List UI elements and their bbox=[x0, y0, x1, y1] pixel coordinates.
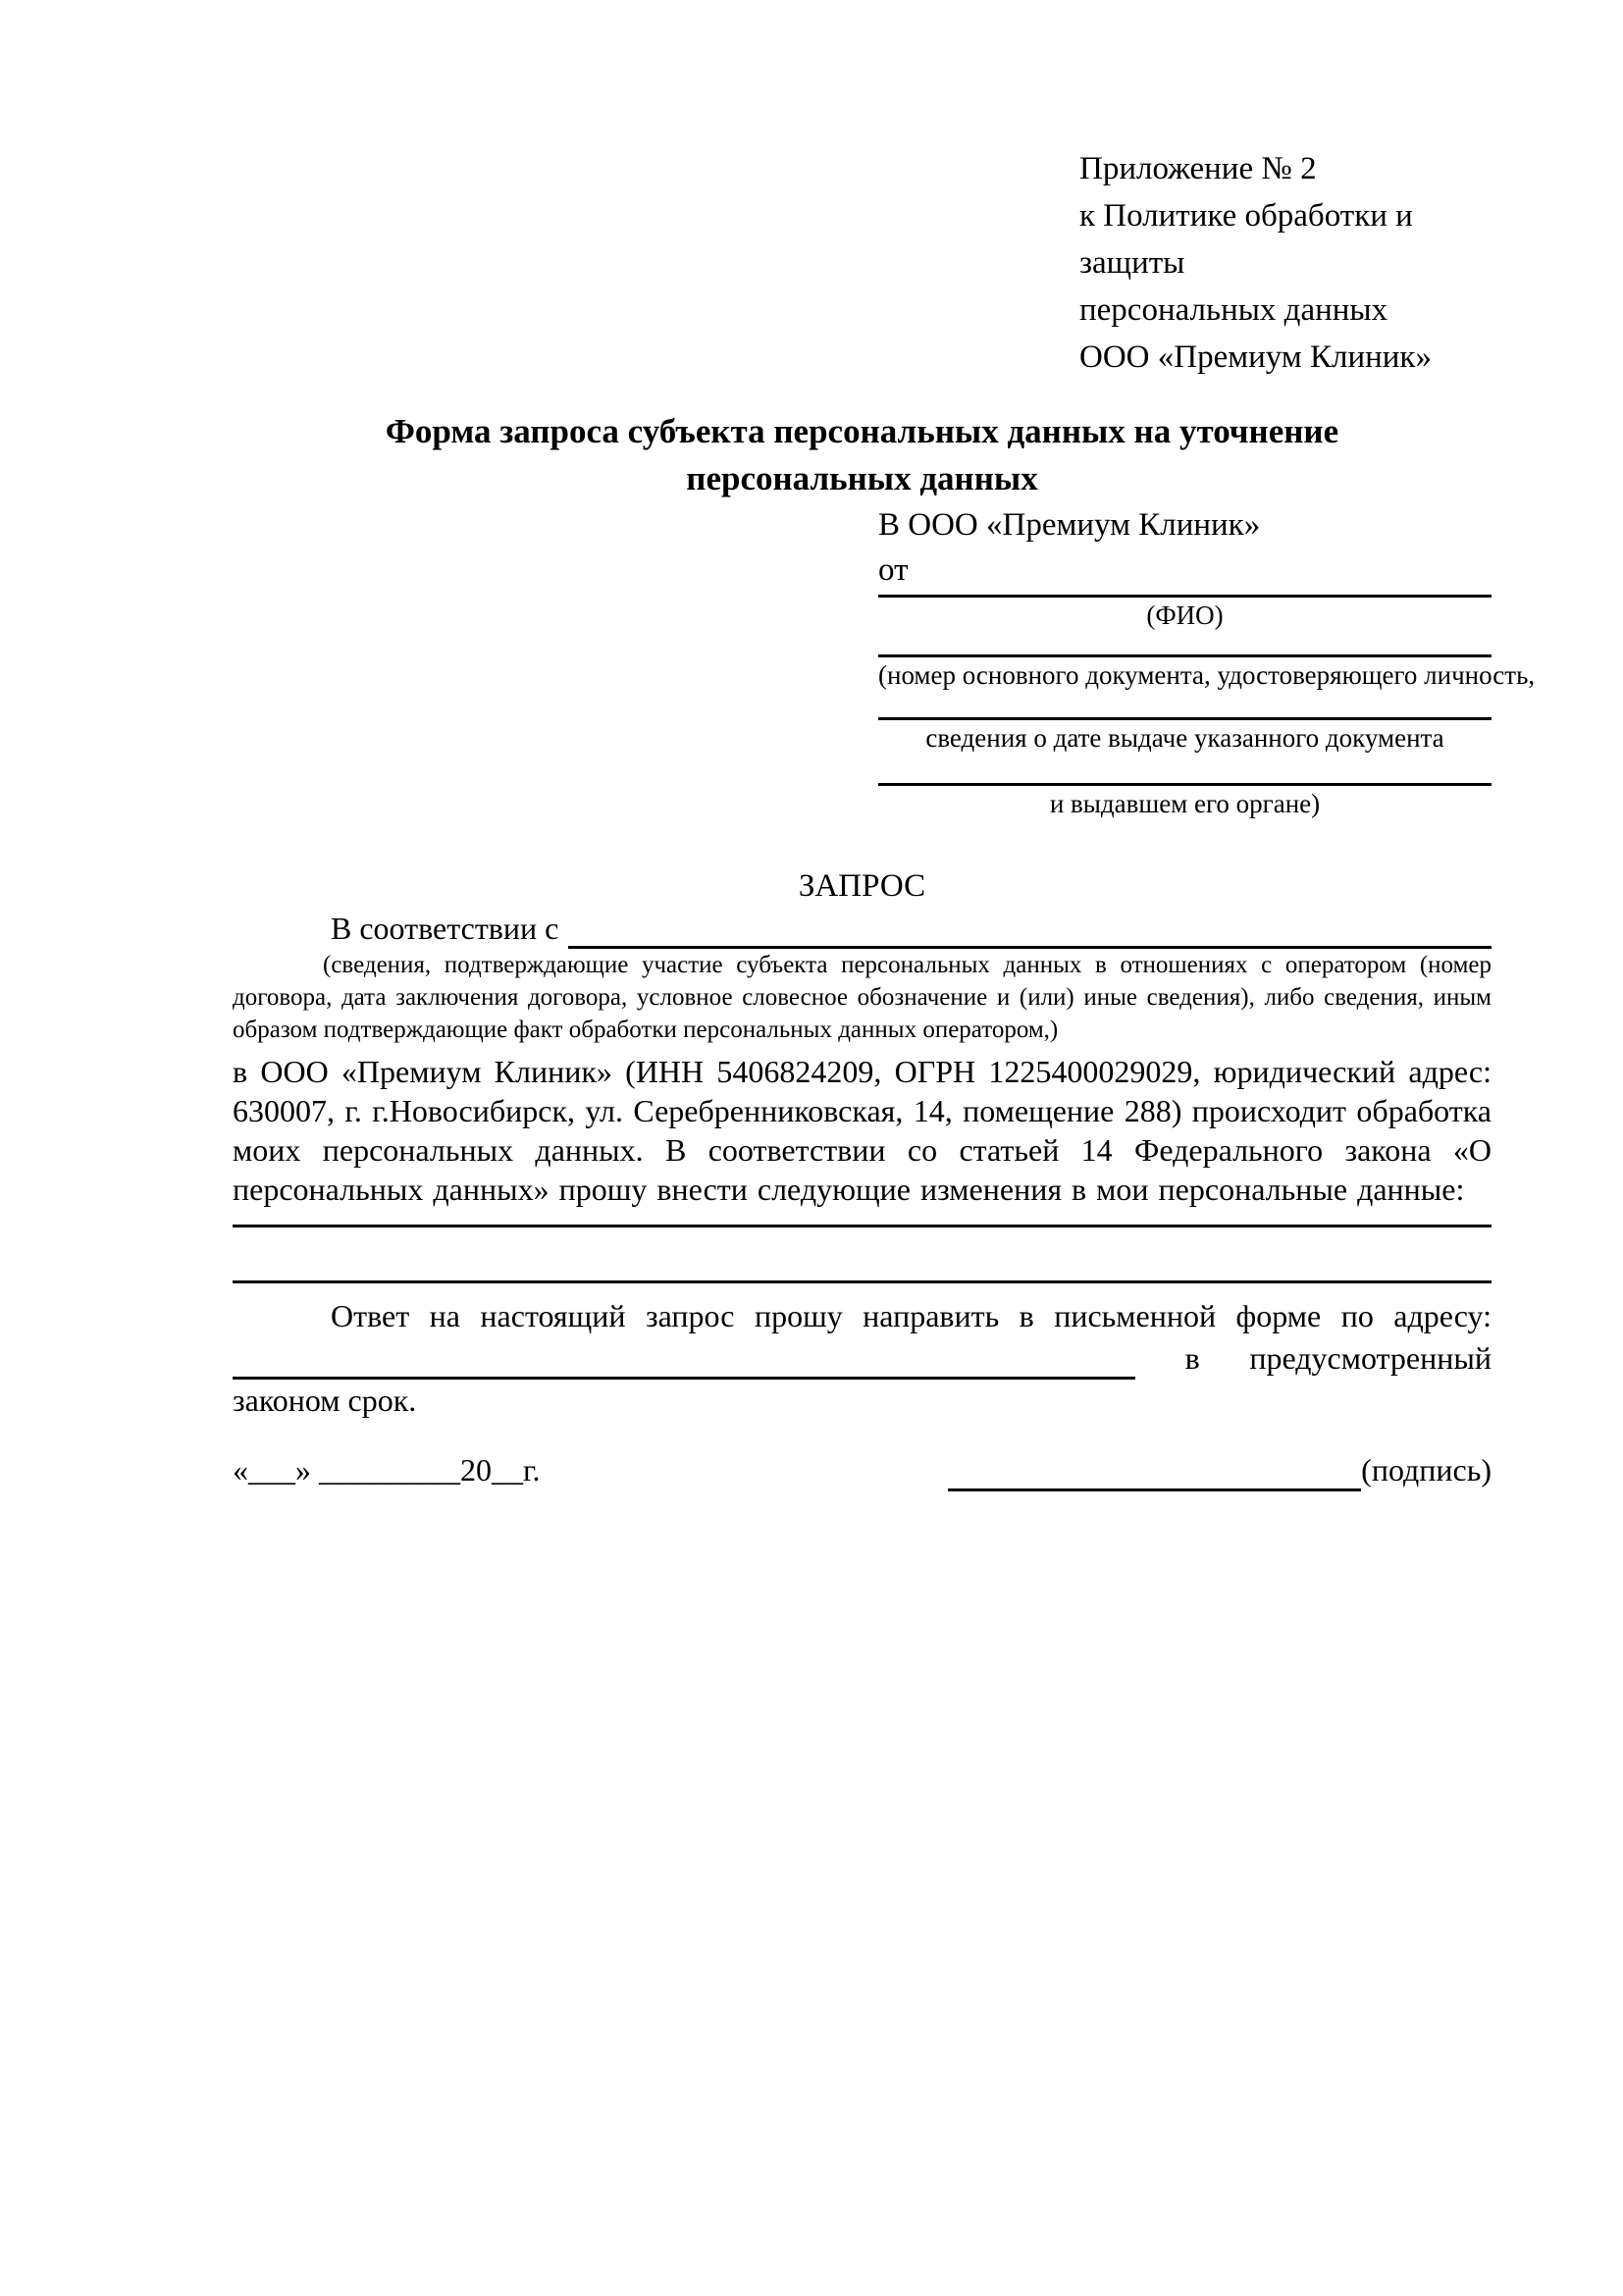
date-blank: «___» _________20__г. bbox=[233, 1452, 541, 1487]
appendix-line: персональных данных bbox=[1079, 292, 1388, 328]
basis-explanation-note: (сведения, подтверждающие участие субъекта персональных данных в отношениях с оператором (номер договора, дата заключения договора, условное словесное обозначение и (или) иные сведения), либо сведения, иным образом подтверждающие факт обработки персональных данных оператором,) bbox=[233, 952, 1492, 1043]
document-number-caption: (номер основного документа, удостоверяющего личность, bbox=[878, 660, 1536, 690]
appendix-line: к Политике обработки и защиты bbox=[1079, 198, 1413, 281]
basis-line bbox=[233, 908, 1492, 949]
reply-address-sentence: Ответ на настоящий запрос прошу направить в письменной форме по адресу: bbox=[331, 1298, 1492, 1333]
signature-caption: (подпись) bbox=[1361, 1452, 1492, 1487]
request-body-paragraph: в ООО «Премиум Клиник» (ИНН 5406824209, ОГРН 1225400029029, юридический адрес: 630007, г. г.Новосибирск, ул. Серебренниковская, 14, помещение 288) происходит обработка моих персональных данных. В соответствии со статьей 14 Федерального закона «О персональных данных» прошу внести следующие изменения в мои персональные данные: bbox=[233, 1054, 1492, 1207]
fio-caption: (ФИО) bbox=[1146, 600, 1224, 630]
field-fio bbox=[878, 593, 1492, 633]
document-title bbox=[233, 408, 1492, 502]
reply-address-blank-row bbox=[233, 1337, 1492, 1380]
signature-blank-line bbox=[948, 1451, 1361, 1491]
basis-label: В соответствии с bbox=[331, 911, 559, 946]
reply-term-text: законом срок. bbox=[233, 1383, 417, 1418]
issue-date-blank-line bbox=[878, 693, 1492, 720]
reply-address-blank-line bbox=[233, 1339, 1135, 1380]
addressee-organization: В ООО «Премиум Клиник» bbox=[878, 507, 1261, 543]
addressee-from-label: от bbox=[878, 552, 909, 588]
changes-blank-line-2 bbox=[233, 1227, 1492, 1283]
document-content bbox=[233, 145, 1536, 1491]
field-issuing-authority bbox=[878, 756, 1492, 821]
issue-date-caption: сведения о дате выдаче указанного документа bbox=[925, 723, 1444, 753]
addressee-block bbox=[878, 502, 1536, 821]
document-title-line: персональных данных bbox=[686, 459, 1038, 497]
field-issue-date bbox=[878, 693, 1492, 756]
appendix-line: ООО «Премиум Клиник» bbox=[1079, 339, 1432, 375]
reply-word-predusmotrennyy: предусмотренный bbox=[1249, 1340, 1492, 1376]
date-signature-row bbox=[233, 1448, 1492, 1491]
basis-blank-line bbox=[568, 911, 1492, 949]
issuing-authority-blank-line bbox=[878, 756, 1492, 786]
reply-word-v: в bbox=[1184, 1340, 1200, 1376]
issuing-authority-caption: и выдавшем его органе) bbox=[1049, 789, 1321, 818]
appendix-line: Приложение № 2 bbox=[1079, 151, 1317, 186]
field-document-number bbox=[878, 633, 1536, 693]
changes-blank-line-1 bbox=[233, 1209, 1492, 1227]
request-heading: ЗАПРОС bbox=[798, 868, 926, 904]
appendix-header bbox=[1079, 145, 1492, 381]
document-number-blank-line bbox=[878, 633, 1492, 657]
document-title-line: Форма запроса субъекта персональных данных на уточнение bbox=[385, 412, 1339, 450]
signature-group bbox=[948, 1448, 1492, 1491]
